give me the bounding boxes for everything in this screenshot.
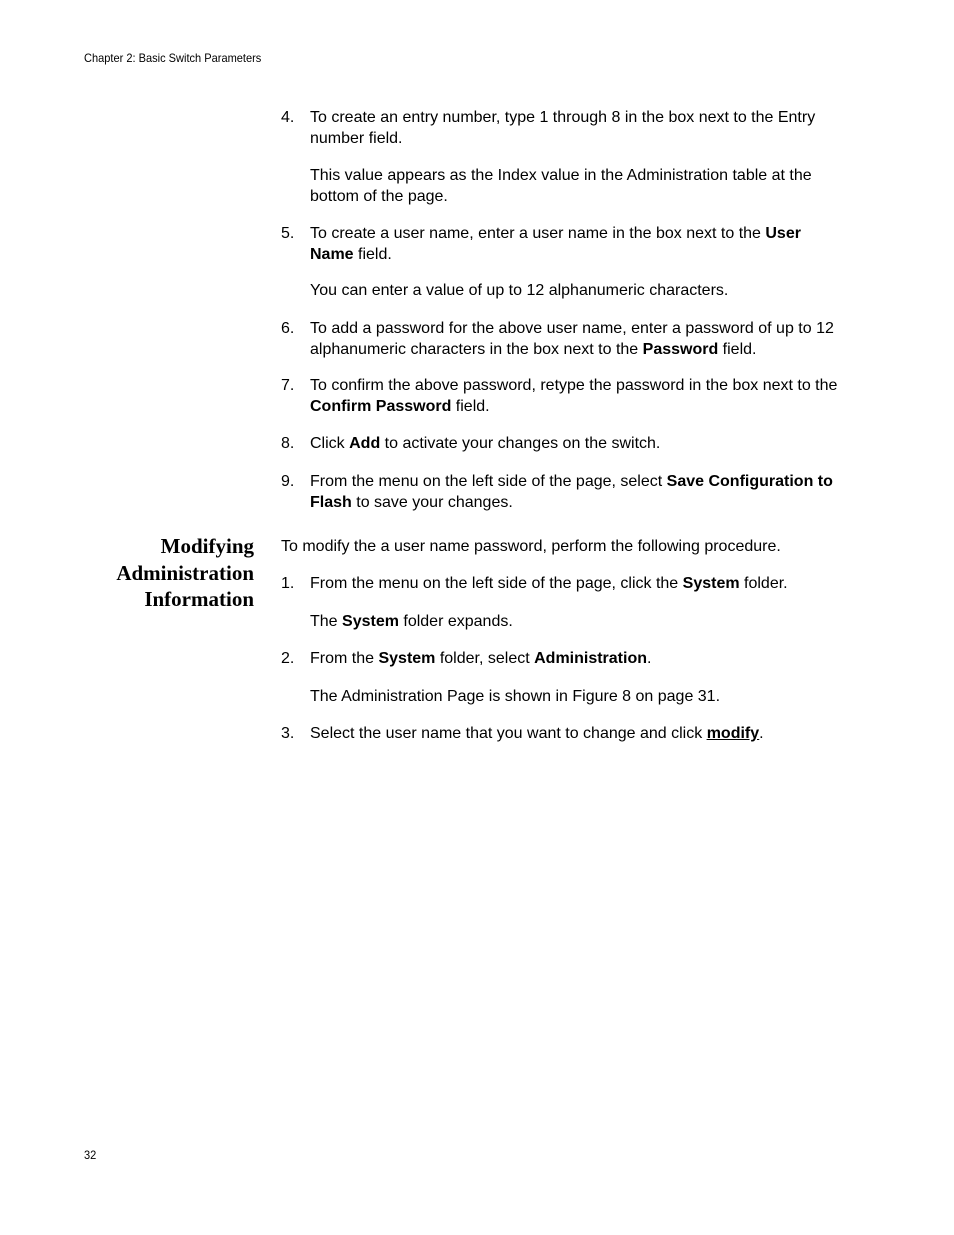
section-intro: To modify the a user name password, perform the following procedure. — [281, 538, 781, 555]
page-number: 32 — [84, 1148, 97, 1162]
step-number: 6. — [281, 320, 295, 337]
running-header: Chapter 2: Basic Switch Parameters — [84, 51, 262, 65]
note-folder-expands: The System folder expands. — [310, 613, 513, 630]
folder-name-system: System — [378, 650, 436, 667]
section-heading — [116, 533, 254, 613]
step-text: To confirm the above password, retype the password in the box next to the Confirm Password field. — [310, 377, 838, 415]
step-text: To create a user name, enter a user name in the box next to the User Name field. — [310, 225, 801, 263]
step-number: 4. — [281, 109, 295, 126]
link-name-modify: modify — [706, 725, 760, 742]
step-number: 8. — [281, 435, 295, 452]
step-text: From the System folder, select Administration. — [310, 650, 652, 667]
step-number: 5. — [281, 225, 295, 242]
heading-line: Modifying — [160, 534, 254, 558]
step-number: 3. — [281, 725, 295, 742]
field-name-password: Password — [642, 340, 719, 358]
menu-name-save-configuration: Save Configuration to Flash — [310, 473, 833, 511]
step-text: To add a password for the above user name, enter a password of up to 12 alphanumeric characters in the box next to the Password field. — [310, 320, 834, 358]
heading-line: Information — [144, 587, 254, 611]
field-name-user-name: User Name — [310, 225, 801, 263]
note-username-length: You can enter a value of up to 12 alphanumeric characters. — [310, 282, 729, 299]
step-text: From the menu on the left side of the page, click the System folder. — [310, 575, 788, 592]
step-text: Click Add to activate your changes on the switch. — [310, 435, 661, 452]
field-name-confirm-password: Confirm Password — [310, 397, 452, 415]
folder-name-system: System — [342, 613, 399, 630]
note-figure-reference: The Administration Page is shown in Figure 8 on page 31. — [310, 688, 721, 705]
step-number: 1. — [281, 575, 295, 592]
menu-name-administration: Administration — [534, 650, 647, 667]
step-number: 9. — [281, 473, 295, 490]
button-name-add: Add — [349, 435, 381, 452]
step-number: 2. — [281, 650, 295, 667]
step-text: From the menu on the left side of the page, select Save Configuration to Flash to save your changes. — [310, 473, 833, 511]
note-index-value: This value appears as the Index value in the Administration table at the bottom of the page. — [310, 167, 812, 205]
step-text: Select the user name that you want to change and click modify. — [310, 725, 764, 742]
step-number: 7. — [281, 377, 295, 394]
step-text: To create an entry number, type 1 through 8 in the box next to the Entry number field. — [310, 109, 816, 147]
heading-line: Administration — [116, 560, 254, 585]
folder-name-system: System — [682, 575, 740, 592]
